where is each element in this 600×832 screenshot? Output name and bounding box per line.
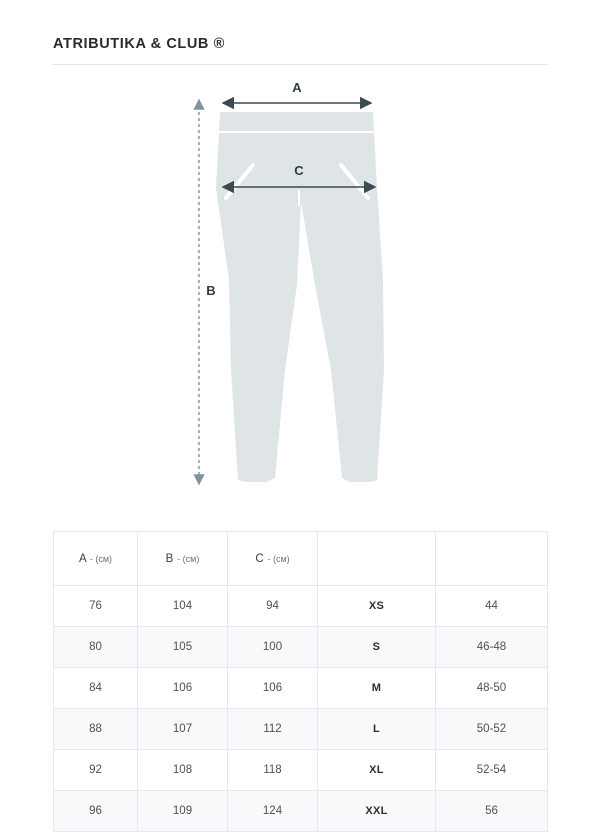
cell-b: 105 [138, 627, 228, 668]
cell-b: 106 [138, 668, 228, 709]
label-c: C [294, 163, 304, 178]
label-a: A [292, 80, 302, 95]
table-header-row [54, 532, 548, 586]
column-header-b-unit: - (см) [177, 553, 200, 564]
cell-b: 104 [138, 586, 228, 627]
table-row [54, 750, 548, 791]
cell-c: 94 [228, 586, 318, 627]
header-divider [53, 64, 547, 65]
cell-a: 92 [54, 750, 138, 791]
page-title: ATRIBUTIKA & CLUB ® [53, 36, 225, 52]
column-header-ru-size [436, 532, 548, 586]
cell-ru-size: 56 [436, 791, 548, 832]
cell-b: 108 [138, 750, 228, 791]
cell-ru-size: 46-48 [436, 627, 548, 668]
cell-c: 118 [228, 750, 318, 791]
table-header [54, 532, 548, 586]
cell-a: 88 [54, 709, 138, 750]
table-row [54, 586, 548, 627]
column-header-c-name: C [255, 552, 264, 565]
cell-c: 100 [228, 627, 318, 668]
cell-c: 124 [228, 791, 318, 832]
cell-a: 76 [54, 586, 138, 627]
cell-a: 84 [54, 668, 138, 709]
column-header-c [228, 532, 318, 586]
cell-c: 112 [228, 709, 318, 750]
cell-b: 109 [138, 791, 228, 832]
cell-ru-size: 44 [436, 586, 548, 627]
column-header-a [54, 532, 138, 586]
column-header-c-unit: - (см) [267, 553, 290, 564]
cell-size: XL [318, 750, 436, 791]
cell-size: XXL [318, 791, 436, 832]
cell-a: 96 [54, 791, 138, 832]
size-table [53, 531, 548, 832]
column-header-a-name: A [78, 552, 87, 565]
column-header-b [138, 532, 228, 586]
cell-size: S [318, 627, 436, 668]
cell-size: L [318, 709, 436, 750]
cell-c: 106 [228, 668, 318, 709]
cell-ru-size: 48-50 [436, 668, 548, 709]
cell-ru-size: 50-52 [436, 709, 548, 750]
cell-size: XS [318, 586, 436, 627]
column-header-a-unit: - (см) [89, 553, 113, 564]
table-row [54, 791, 548, 832]
column-header-size [318, 532, 436, 586]
table-row [54, 709, 548, 750]
table-body [54, 586, 548, 832]
cell-ru-size: 52-54 [436, 750, 548, 791]
table-row [54, 668, 548, 709]
measure-a [223, 80, 371, 103]
cell-a: 80 [54, 627, 138, 668]
column-header-b-name: B [165, 552, 174, 565]
cell-b: 107 [138, 709, 228, 750]
label-b: B [206, 283, 216, 298]
table-row [54, 627, 548, 668]
pants-measurement-diagram [53, 70, 547, 515]
cell-size: M [318, 668, 436, 709]
measure-b [199, 100, 216, 484]
